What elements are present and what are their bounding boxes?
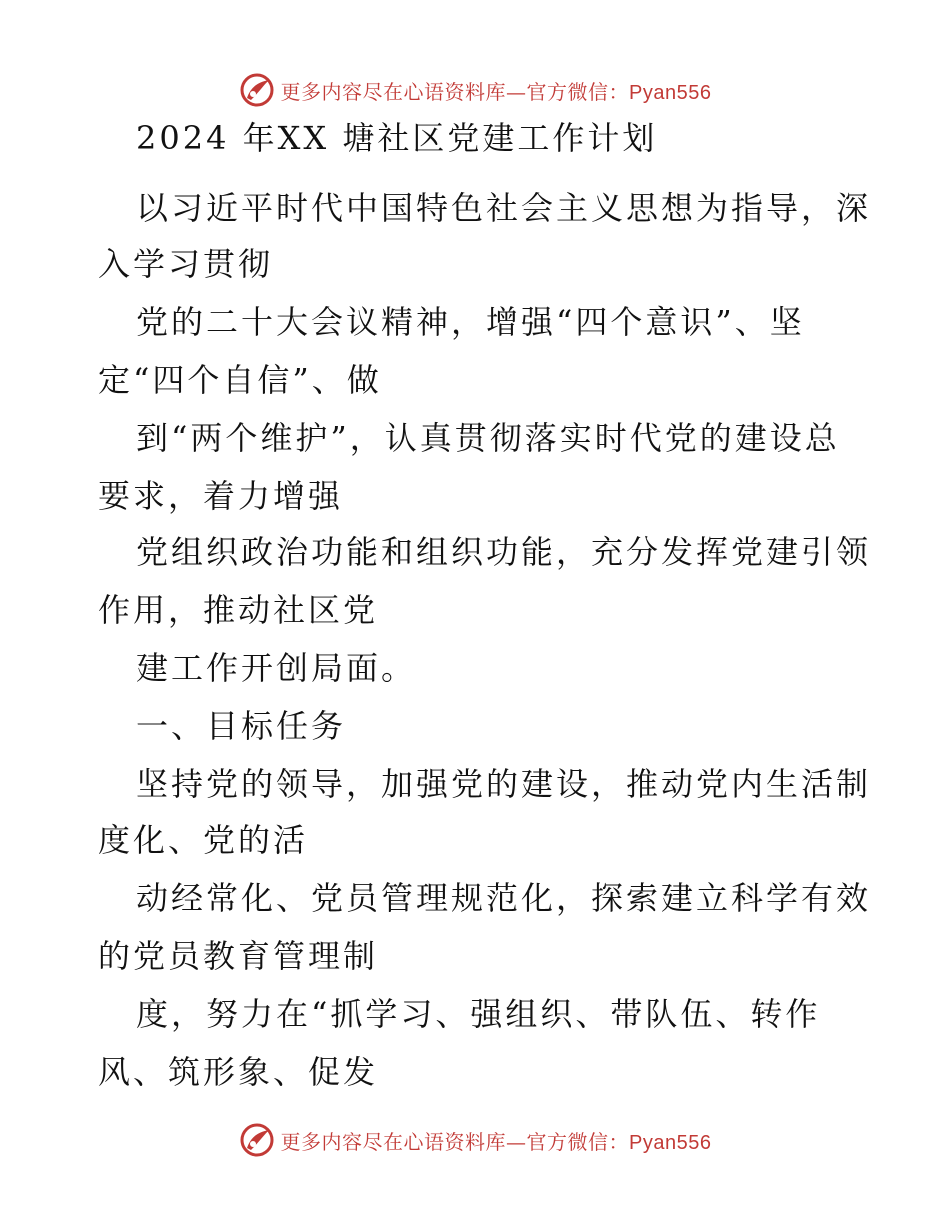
paragraph-line: 党组织政治功能和组织功能，充分发挥党建引领 [136, 533, 872, 571]
paragraph-line: 风、筑形象、促发 [98, 1053, 379, 1091]
watermark-text: 更多内容尽在心语资料库—官方微信：Pyan556 [280, 1129, 712, 1154]
watermark-logo-icon [239, 1122, 275, 1158]
paragraph-line: 动经常化、党员管理规范化，探索建立科学有效 [136, 879, 872, 917]
watermark-text: 更多内容尽在心语资料库—官方微信：Pyan556 [280, 79, 712, 104]
paragraph-line: 到“两个维护”，认真贯彻落实时代党的建设总 [136, 419, 840, 457]
paragraph-line: 作用，推动社区党 [98, 591, 379, 629]
paragraph-line: 定“四个自信”、做 [98, 361, 382, 399]
section-heading: 一、目标任务 [136, 707, 347, 745]
paragraph-line: 坚持党的领导，加强党的建设，推动党内生活制 [136, 765, 872, 803]
document-title: 2024 年XX 塘社区党建工作计划 [136, 119, 658, 157]
paragraph-line: 入学习贯彻 [98, 245, 274, 283]
paragraph-line: 度，努力在“抓学习、强组织、带队伍、转作 [136, 995, 821, 1033]
watermark-logo-icon [239, 72, 275, 108]
paragraph-line: 的党员教育管理制 [98, 937, 379, 975]
paragraph-line: 度化、党的活 [98, 821, 309, 859]
paragraph-line: 以习近平时代中国特色社会主义思想为指导，深 [136, 189, 872, 227]
paragraph-line: 建工作开创局面。 [136, 649, 417, 687]
paragraph-line: 党的二十大会议精神，增强“四个意识”、坚 [136, 303, 805, 341]
watermark-banner-top [0, 70, 950, 110]
watermark-banner-bottom [0, 1120, 950, 1160]
paragraph-line: 要求，着力增强 [98, 477, 344, 515]
